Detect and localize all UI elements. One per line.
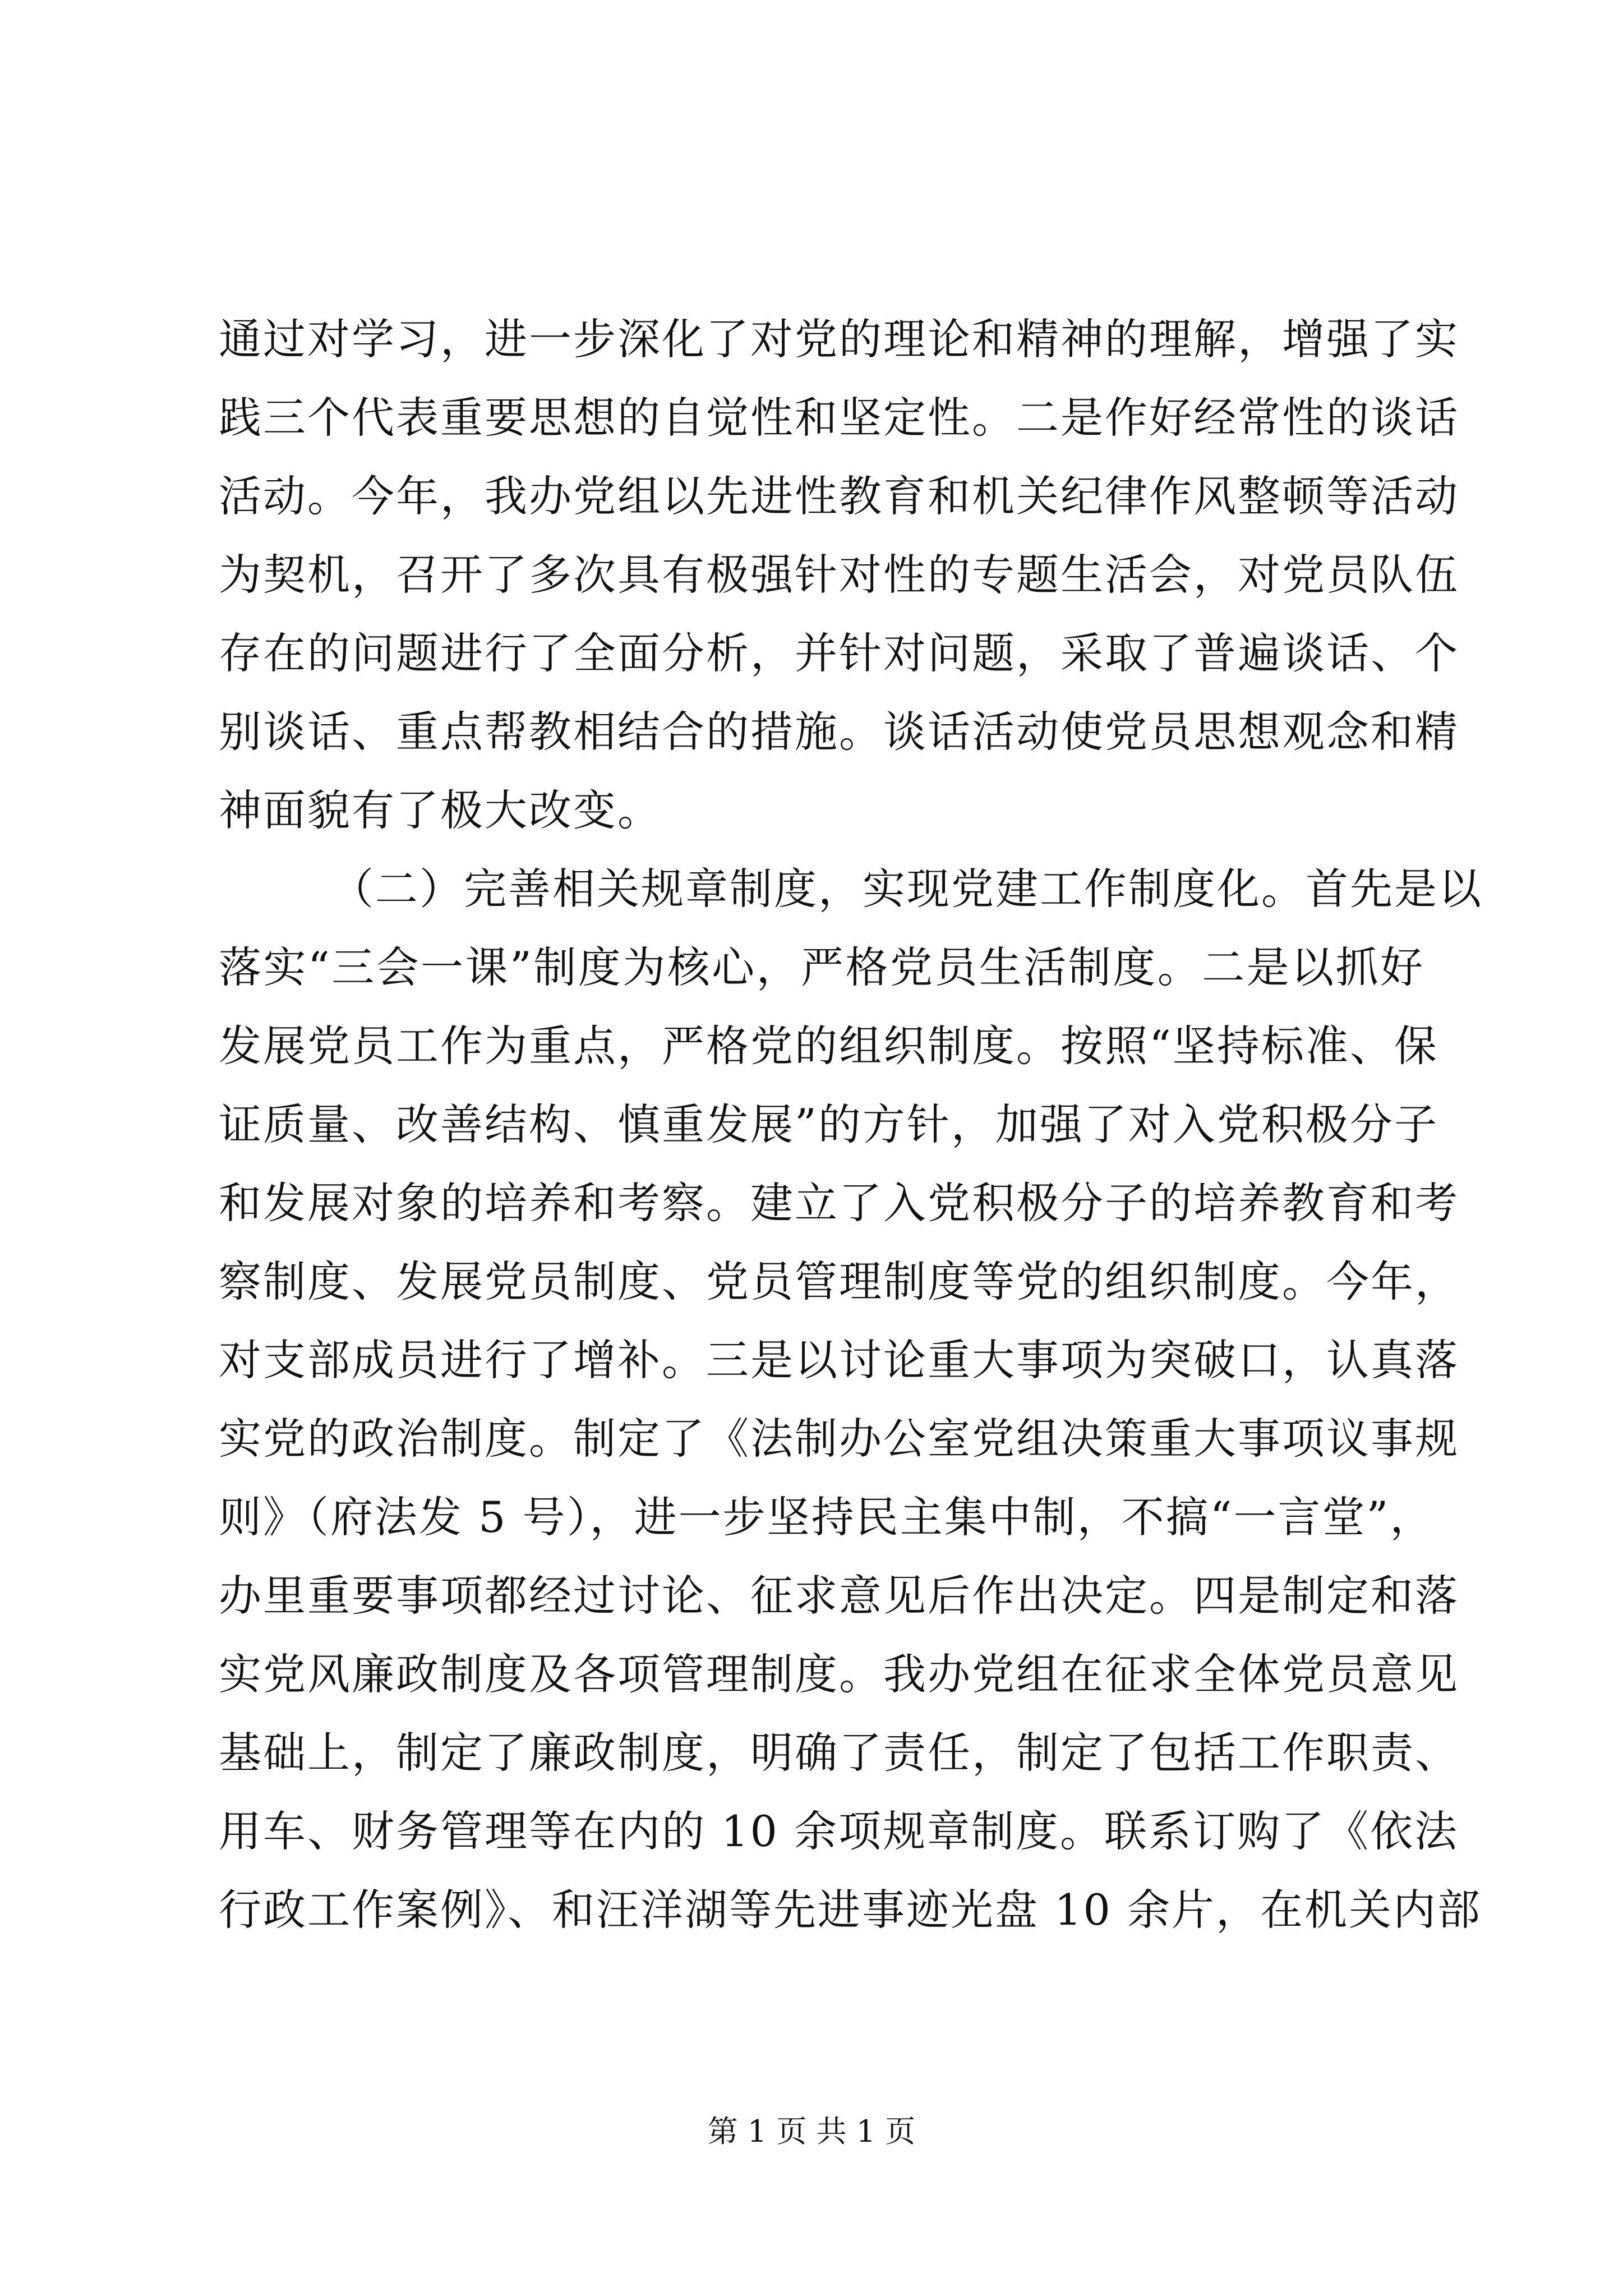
paragraph-2-line-2: 落实“三会一课”制度为核心，严格党员生活制度。二是以抓好 xyxy=(219,942,1424,992)
paragraph-1-line-2: 践三个代表重要思想的自觉性和坚定性。二是作好经常性的谈话 xyxy=(219,393,1459,443)
paragraph-1-line-1: 通过对学习，进一步深化了对党的理论和精神的理解，增强了实 xyxy=(219,314,1459,364)
paragraph-1-line-4: 为契机，召开了多次具有极强针对性的专题生活会，对党员队伍 xyxy=(219,550,1459,600)
paragraph-2-line-3: 发展党员工作为重点，严格党的组织制度。按照“坚持标准、保 xyxy=(219,1021,1438,1071)
paragraph-1-line-3: 活动。今年，我办党组以先进性教育和机关纪律作风整顿等活动 xyxy=(219,471,1459,521)
paragraph-2-line-5: 和发展对象的培养和考察。建立了入党积极分子的培养教育和考 xyxy=(219,1178,1459,1228)
paragraph-2-line-8: 实党的政治制度。制定了《法制办公室党组决策重大事项议事规 xyxy=(219,1414,1459,1464)
paragraph-2-line-9: 则》（府法发 5 号），进一步坚持民主集中制，不搞“一言堂”， xyxy=(219,1492,1435,1542)
paragraph-1-line-6: 别谈话、重点帮教相结合的措施。谈话活动使党员思想观念和精 xyxy=(219,707,1459,757)
paragraph-2-line-4: 证质量、改善结构、慎重发展”的方针，加强了对入党积极分子 xyxy=(219,1099,1438,1149)
paragraph-1-line-5: 存在的问题进行了全面分析，并针对问题，采取了普遍谈话、个 xyxy=(219,628,1459,678)
paragraph-2-line-7: 对支部成员进行了增补。三是以讨论重大事项为突破口，认真落 xyxy=(219,1335,1459,1385)
paragraph-2-line-11: 实党风廉政制度及各项管理制度。我办党组在征求全体党员意见 xyxy=(219,1649,1459,1699)
paragraph-2-line-10: 办里重要事项都经过讨论、征求意见后作出决定。四是制定和落 xyxy=(219,1571,1459,1621)
paragraph-2-line-14: 行政工作案例》、和汪洋湖等先进事迹光盘 10 余片，在机关内部 xyxy=(219,1885,1482,1935)
page-footer: 第 1 页 共 1 页 xyxy=(707,2114,916,2149)
paragraph-2-line-12: 基础上，制定了廉政制度，明确了责任，制定了包括工作职责、 xyxy=(219,1728,1459,1778)
paragraph-2-line-13: 用车、财务管理等在内的 10 余项规章制度。联系订购了《依法 xyxy=(219,1806,1459,1856)
paragraph-2-line-6: 察制度、发展党员制度、党员管理制度等党的组织制度。今年， xyxy=(219,1257,1459,1306)
paragraph-1-line-7: 神面貌有了极大改变。 xyxy=(219,785,662,835)
paragraph-2-line-1: （二）完善相关规章制度，实现党建工作制度化。首先是以 xyxy=(331,864,1483,914)
